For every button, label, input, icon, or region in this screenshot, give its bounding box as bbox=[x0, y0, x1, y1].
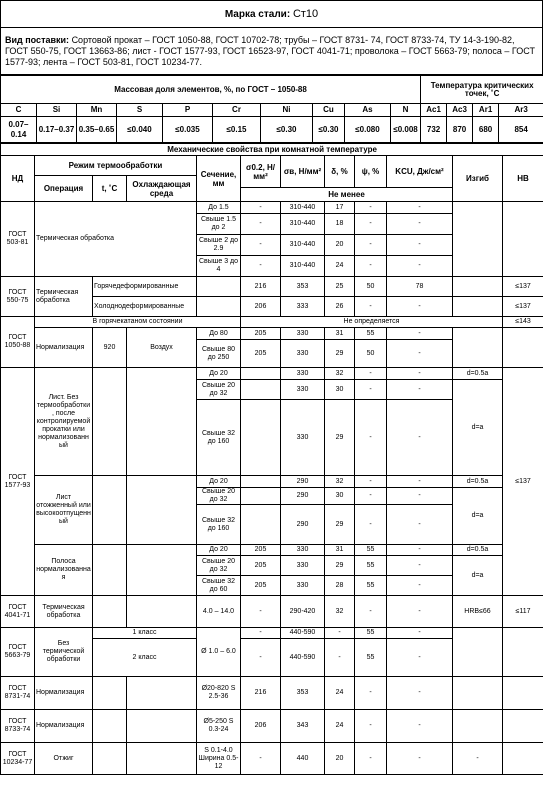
tval-ar3: 854 bbox=[499, 117, 543, 143]
cell: 78 bbox=[387, 277, 453, 297]
nd-1577: ГОСТ 1577-93 bbox=[1, 368, 35, 596]
cell: - bbox=[453, 743, 503, 775]
cell: - bbox=[355, 710, 387, 743]
val-c: 0.07–0.14 bbox=[1, 117, 37, 143]
cell: 24 bbox=[325, 710, 355, 743]
delivery-text: Сортовой прокат – ГОСТ 1050-88, ГОСТ 10702-78; трубы – ГОСТ 8731- 74, ГОСТ 8733-74, ТУ 14-3-190-82, ГОСТ 550-75, ГОСТ 13663-86; лист - ГОСТ 1577-93, ГОСТ 16523-97, ГОСТ 4041-71; проволока – ГОСТ 5663-79; полоса – ГОСТ 1577-93; лента – ГОСТ 503-81, ГОСТ 10234-77. bbox=[5, 34, 535, 67]
cell: - bbox=[355, 202, 387, 214]
cell: 330 bbox=[281, 400, 325, 476]
cell: Свыше 3 до 4 bbox=[197, 256, 241, 277]
cell: Свыше 80 до 250 bbox=[197, 340, 241, 368]
cell bbox=[241, 505, 281, 545]
cell: 290-420 bbox=[281, 596, 325, 628]
cell bbox=[93, 677, 127, 710]
cell: 2 класс bbox=[93, 639, 197, 677]
cell bbox=[93, 476, 127, 545]
cell: 330 bbox=[281, 545, 325, 556]
h-regime: Режим термообработки bbox=[35, 156, 197, 176]
val-cr: ≤0.15 bbox=[213, 117, 261, 143]
cell: Термическая обработка bbox=[35, 596, 93, 628]
cell bbox=[503, 677, 543, 710]
cell: 310-440 bbox=[281, 202, 325, 214]
el-p: P bbox=[163, 104, 213, 117]
cell: d=a bbox=[453, 488, 503, 545]
cell: d=a bbox=[453, 380, 503, 476]
cell: 216 bbox=[241, 277, 281, 297]
cell bbox=[241, 400, 281, 476]
cell: До 1.5 bbox=[197, 202, 241, 214]
tval-ac3: 870 bbox=[447, 117, 473, 143]
t-ac3: Ac3 bbox=[447, 104, 473, 117]
grade-label: Марка стали: bbox=[224, 8, 291, 20]
cell: 32 bbox=[325, 368, 355, 380]
cell: 32 bbox=[325, 596, 355, 628]
val-ni: ≤0.30 bbox=[261, 117, 313, 143]
temp-title: Температура критических точек, ˚С bbox=[421, 76, 543, 104]
cell: - bbox=[355, 743, 387, 775]
cell: 55 bbox=[355, 639, 387, 677]
cell bbox=[127, 677, 197, 710]
cell: 30 bbox=[325, 488, 355, 505]
cell: 330 bbox=[281, 576, 325, 596]
cell: 30 bbox=[325, 380, 355, 400]
cell: В горячекатаном состоянии bbox=[35, 317, 241, 328]
cell: Свыше 32 до 160 bbox=[197, 400, 241, 476]
cell: 310-440 bbox=[281, 235, 325, 256]
cell: - bbox=[355, 380, 387, 400]
h-bend: Изгиб bbox=[453, 156, 503, 202]
val-si: 0.17–0.37 bbox=[37, 117, 77, 143]
cell: Свыше 32 до 160 bbox=[197, 505, 241, 545]
h-hb: НВ bbox=[503, 156, 543, 202]
cell: 206 bbox=[241, 297, 281, 317]
cell: 920 bbox=[93, 328, 127, 368]
nd-8731: ГОСТ 8731-74 bbox=[1, 677, 35, 710]
cell: 1 класс bbox=[93, 628, 197, 639]
cell: 26 bbox=[325, 297, 355, 317]
cell: - bbox=[355, 677, 387, 710]
h-t: t, ˚С bbox=[93, 176, 127, 202]
cell: ≤137 bbox=[503, 368, 543, 596]
cell: Лист отожженный или высокоотпущенный bbox=[35, 476, 93, 545]
cell: - bbox=[355, 596, 387, 628]
cell: 343 bbox=[281, 710, 325, 743]
cell: - bbox=[387, 488, 453, 505]
nd-503: ГОСТ 503-81 bbox=[1, 202, 35, 277]
cell: - bbox=[355, 488, 387, 505]
cell bbox=[453, 277, 503, 297]
cell bbox=[241, 368, 281, 380]
h-op: Операция bbox=[35, 176, 93, 202]
cell: 50 bbox=[355, 277, 387, 297]
tval-ar1: 680 bbox=[473, 117, 499, 143]
cell: До 20 bbox=[197, 476, 241, 488]
cell: 330 bbox=[281, 556, 325, 576]
nd-4041: ГОСТ 4041-71 bbox=[1, 596, 35, 628]
val-as: ≤0.080 bbox=[345, 117, 391, 143]
grade-value: Ст10 bbox=[292, 7, 319, 20]
cell: - bbox=[387, 214, 453, 235]
val-n: ≤0.008 bbox=[391, 117, 421, 143]
cell bbox=[453, 628, 503, 677]
cell: - bbox=[387, 368, 453, 380]
op-503: Термическая обработка bbox=[35, 202, 197, 277]
cell: Ø20-820 S 2.5-36 bbox=[197, 677, 241, 710]
delivery-label: Вид поставки: bbox=[5, 34, 70, 45]
delivery-cell bbox=[1, 28, 543, 75]
cell: 24 bbox=[325, 677, 355, 710]
cell: 20 bbox=[325, 743, 355, 775]
cell: Нормализация bbox=[35, 710, 93, 743]
cell: - bbox=[387, 256, 453, 277]
cell: - bbox=[241, 202, 281, 214]
cell bbox=[93, 368, 127, 476]
h-min: Не менее bbox=[241, 188, 453, 202]
cell: До 80 bbox=[197, 328, 241, 340]
cell: 290 bbox=[281, 488, 325, 505]
cell bbox=[241, 488, 281, 505]
cell: Свыше 20 до 32 bbox=[197, 380, 241, 400]
cell: d=0.5a bbox=[453, 476, 503, 488]
cell: 55 bbox=[355, 328, 387, 340]
cell: - bbox=[387, 505, 453, 545]
cell: Лист. Без термообработки, после контролируемой прокатки или нормализованный bbox=[35, 368, 93, 476]
el-s: S bbox=[117, 104, 163, 117]
cell: Ø 1.0 – 6.0 bbox=[197, 628, 241, 677]
cell: - bbox=[355, 400, 387, 476]
cell: - bbox=[387, 400, 453, 476]
cell: - bbox=[355, 256, 387, 277]
cell: ≤137 bbox=[503, 277, 543, 297]
cell bbox=[503, 328, 543, 368]
cell: 205 bbox=[241, 576, 281, 596]
cell: ≤117 bbox=[503, 596, 543, 628]
cell: 440 bbox=[281, 743, 325, 775]
cell: - bbox=[355, 297, 387, 317]
el-cu: Cu bbox=[313, 104, 345, 117]
cell: 205 bbox=[241, 545, 281, 556]
cell: - bbox=[387, 576, 453, 596]
t-ar1: Ar1 bbox=[473, 104, 499, 117]
cell: Воздух bbox=[127, 328, 197, 368]
el-n: N bbox=[391, 104, 421, 117]
cell bbox=[127, 710, 197, 743]
cell: 29 bbox=[325, 400, 355, 476]
cell: Отжиг bbox=[35, 743, 93, 775]
cell: 205 bbox=[241, 328, 281, 340]
cell: Свыше 1.5 до 2 bbox=[197, 214, 241, 235]
cell: ≤137 bbox=[503, 297, 543, 317]
header-table bbox=[0, 0, 543, 75]
nd-10234: ГОСТ 10234-77 bbox=[1, 743, 35, 775]
nd-1050: ГОСТ 1050-88 bbox=[1, 317, 35, 368]
cell: - bbox=[387, 596, 453, 628]
cell bbox=[93, 545, 127, 596]
cell bbox=[241, 380, 281, 400]
cell: - bbox=[387, 710, 453, 743]
cell: - bbox=[387, 628, 453, 639]
cell: - bbox=[387, 202, 453, 214]
cell: - bbox=[241, 256, 281, 277]
cell: 55 bbox=[355, 556, 387, 576]
cell bbox=[453, 677, 503, 710]
val-cu: ≤0.30 bbox=[313, 117, 345, 143]
el-si: Si bbox=[37, 104, 77, 117]
op-550: Термическая обработка bbox=[35, 277, 93, 317]
cell bbox=[93, 743, 127, 775]
cell: 206 bbox=[241, 710, 281, 743]
cell: - bbox=[387, 743, 453, 775]
cell: 55 bbox=[355, 576, 387, 596]
cell: 330 bbox=[281, 340, 325, 368]
cell: Нормализация bbox=[35, 328, 93, 368]
cell bbox=[127, 368, 197, 476]
cell: 440-590 bbox=[281, 628, 325, 639]
cell: - bbox=[325, 639, 355, 677]
cell bbox=[127, 476, 197, 545]
cell: S 0.1-4.0 Ширина 0.5-12 bbox=[197, 743, 241, 775]
cell: 330 bbox=[281, 368, 325, 380]
cell: 440-590 bbox=[281, 639, 325, 677]
val-mn: 0.35–0.65 bbox=[77, 117, 117, 143]
cell: 50 bbox=[355, 340, 387, 368]
h-delta: δ, % bbox=[325, 156, 355, 188]
h-psi: ψ, % bbox=[355, 156, 387, 188]
cell bbox=[127, 743, 197, 775]
cell bbox=[453, 328, 503, 368]
cell bbox=[503, 628, 543, 677]
cell: 29 bbox=[325, 505, 355, 545]
cell: Свыше 20 до 32 bbox=[197, 556, 241, 576]
nd-5663: ГОСТ 5663-79 bbox=[1, 628, 35, 677]
cell: - bbox=[387, 235, 453, 256]
cell: Свыше 20 до 32 bbox=[197, 488, 241, 505]
chemistry-table bbox=[0, 75, 543, 143]
cell: 28 bbox=[325, 576, 355, 596]
cell bbox=[241, 476, 281, 488]
tval-ac1: 732 bbox=[421, 117, 447, 143]
nd-8733: ГОСТ 8733-74 bbox=[1, 710, 35, 743]
cell: Свыше 32 до 60 bbox=[197, 576, 241, 596]
cell bbox=[453, 297, 503, 317]
cell: - bbox=[387, 639, 453, 677]
cell: 31 bbox=[325, 545, 355, 556]
cell: 290 bbox=[281, 476, 325, 488]
cell: До 20 bbox=[197, 545, 241, 556]
chem-title: Массовая доля элементов, %, по ГОСТ – 1050-88 bbox=[1, 76, 421, 104]
cell: 32 bbox=[325, 476, 355, 488]
cell: d=0.5a bbox=[453, 368, 503, 380]
cell: - bbox=[387, 340, 453, 368]
cell: - bbox=[387, 476, 453, 488]
cell: Без термической обработки bbox=[35, 628, 93, 677]
cell: 353 bbox=[281, 677, 325, 710]
cell: 55 bbox=[355, 628, 387, 639]
cell bbox=[93, 710, 127, 743]
cell: - bbox=[355, 368, 387, 380]
h-sec: Сечение, мм bbox=[197, 156, 241, 202]
grade-title bbox=[1, 1, 543, 28]
cell bbox=[197, 297, 241, 317]
cell: 216 bbox=[241, 677, 281, 710]
cell: - bbox=[355, 214, 387, 235]
cell: Полоса нормализованная bbox=[35, 545, 93, 596]
h-nd: НД bbox=[1, 156, 35, 202]
cell bbox=[93, 596, 127, 628]
cell: Холоднодеформированные bbox=[93, 297, 197, 317]
el-cr: Cr bbox=[213, 104, 261, 117]
mech-title: Механические свойства при комнатной температуре bbox=[1, 144, 543, 156]
cell bbox=[197, 277, 241, 297]
cell: 290 bbox=[281, 505, 325, 545]
t-ar3: Ar3 bbox=[499, 104, 543, 117]
h-s02: σ0.2, Н/мм² bbox=[241, 156, 281, 188]
cell: - bbox=[387, 297, 453, 317]
cell: - bbox=[387, 677, 453, 710]
el-mn: Mn bbox=[77, 104, 117, 117]
val-p: ≤0.035 bbox=[163, 117, 213, 143]
cell: До 20 bbox=[197, 368, 241, 380]
cell: - bbox=[241, 214, 281, 235]
cell: 29 bbox=[325, 340, 355, 368]
h-sv: σв, Н/мм² bbox=[281, 156, 325, 188]
cell bbox=[503, 710, 543, 743]
cell: 17 bbox=[325, 202, 355, 214]
cell: 55 bbox=[355, 545, 387, 556]
nd-550: ГОСТ 550-75 bbox=[1, 277, 35, 317]
h-cool: Охлаждающая среда bbox=[127, 176, 197, 202]
cell: 310-440 bbox=[281, 256, 325, 277]
cell: Горячедеформированные bbox=[93, 277, 197, 297]
cell: 31 bbox=[325, 328, 355, 340]
cell: - bbox=[355, 476, 387, 488]
t-ac1: Ac1 bbox=[421, 104, 447, 117]
cell: 205 bbox=[241, 556, 281, 576]
cell: - bbox=[241, 235, 281, 256]
cell: 330 bbox=[281, 380, 325, 400]
cell: - bbox=[241, 743, 281, 775]
cell: HRB≤66 bbox=[453, 596, 503, 628]
cell: ≤143 bbox=[503, 317, 543, 328]
cell: 4.0 – 14.0 bbox=[197, 596, 241, 628]
cell: 205 bbox=[241, 340, 281, 368]
cell: - bbox=[387, 380, 453, 400]
bend-503 bbox=[453, 202, 503, 277]
cell: - bbox=[387, 556, 453, 576]
cell bbox=[453, 710, 503, 743]
cell: 310-440 bbox=[281, 214, 325, 235]
cell: 20 bbox=[325, 235, 355, 256]
cell bbox=[127, 545, 197, 596]
cell: 333 bbox=[281, 297, 325, 317]
cell: d=a bbox=[453, 556, 503, 596]
cell: 330 bbox=[281, 328, 325, 340]
mech-table bbox=[0, 143, 543, 775]
cell bbox=[503, 743, 543, 775]
cell: - bbox=[241, 628, 281, 639]
el-c: C bbox=[1, 104, 37, 117]
hb-503 bbox=[503, 202, 543, 277]
cell: 25 bbox=[325, 277, 355, 297]
cell: Ø5-250 S 0.3-24 bbox=[197, 710, 241, 743]
cell: Свыше 2 до 2.9 bbox=[197, 235, 241, 256]
cell: - bbox=[325, 628, 355, 639]
cell: Нормализация bbox=[35, 677, 93, 710]
cell: 18 bbox=[325, 214, 355, 235]
cell: - bbox=[241, 596, 281, 628]
cell: 353 bbox=[281, 277, 325, 297]
cell: 29 bbox=[325, 556, 355, 576]
h-kcu: KCU, Дж/см² bbox=[387, 156, 453, 188]
cell: d=0.5a bbox=[453, 545, 503, 556]
el-ni: Ni bbox=[261, 104, 313, 117]
val-s: ≤0.040 bbox=[117, 117, 163, 143]
el-as: As bbox=[345, 104, 391, 117]
cell: - bbox=[355, 505, 387, 545]
cell: - bbox=[355, 235, 387, 256]
cell: 24 bbox=[325, 256, 355, 277]
cell: - bbox=[387, 545, 453, 556]
cell: - bbox=[387, 328, 453, 340]
cell: - bbox=[241, 639, 281, 677]
cell: Не определяется bbox=[241, 317, 503, 328]
cell bbox=[127, 596, 197, 628]
